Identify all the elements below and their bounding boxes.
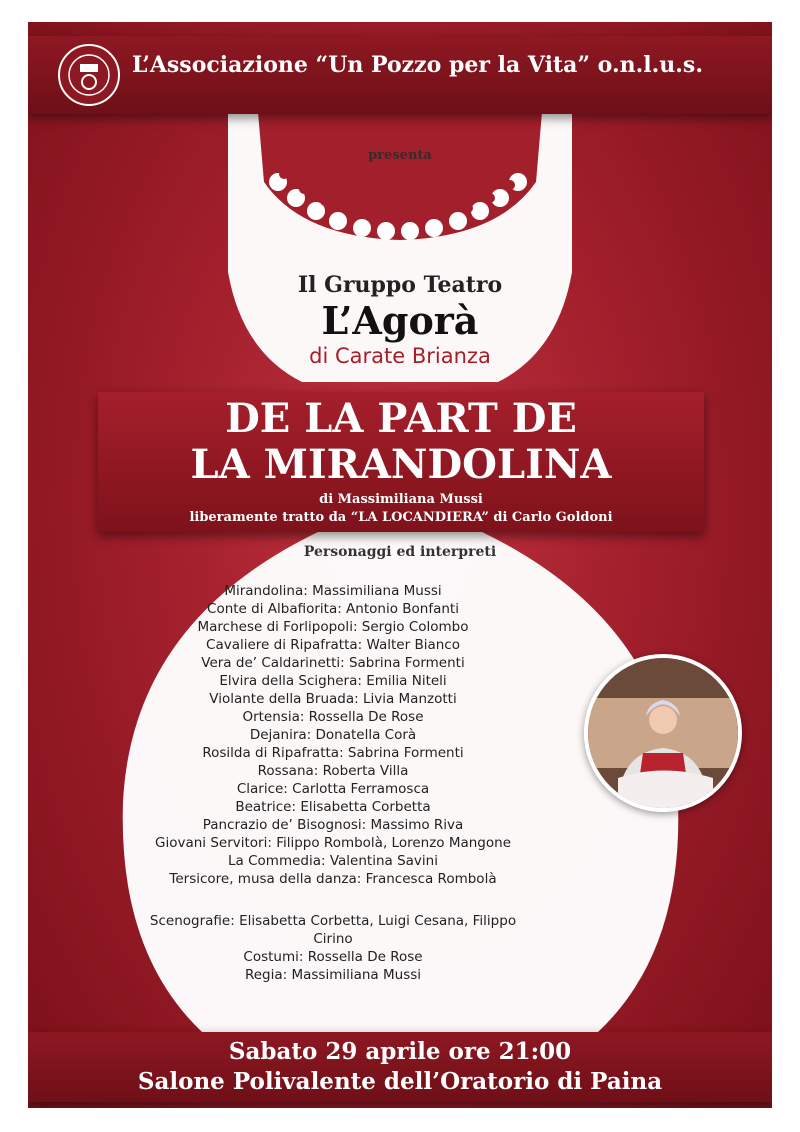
cast-item: Elvira della Scighera: Emilia Niteli xyxy=(219,673,447,689)
event-venue: Salone Polivalente dell’Oratorio di Paina xyxy=(137,1068,663,1095)
cast-item: Clarice: Carlotta Ferramosca xyxy=(236,781,430,797)
cast-item: Marchese di Forlipopoli: Sergio Colombo xyxy=(197,619,469,635)
group-label: Il Gruppo Teatro xyxy=(297,272,503,298)
credit-item: Scenografie: Elisabetta Corbetta, Luigi Cesana, Filippo Cirino xyxy=(149,913,517,947)
group-name: L’Agorà xyxy=(321,298,479,343)
cast-heading: Personaggi ed interpreti xyxy=(303,544,497,560)
credit-item: Regia: Massimiliana Mussi xyxy=(244,967,422,983)
cast-item: Vera de’ Caldarinetti: Sabrina Formenti xyxy=(201,655,465,671)
play-title-line2: LA MIRANDOLINA xyxy=(190,441,612,488)
cast-item: Violante della Bruada: Livia Manzotti xyxy=(209,691,457,707)
play-source: liberamente tratto da “LA LOCANDIERA” di Carlo Goldoni xyxy=(189,510,613,525)
cast-item: Dejanira: Donatella Corà xyxy=(249,727,417,743)
play-author: di Massimiliana Mussi xyxy=(319,492,483,507)
cast-item: Mirandolina: Massimiliana Mussi xyxy=(224,583,442,599)
association-logo xyxy=(58,44,120,106)
association-name: L’Associazione “Un Pozzo per la Vita” o.n.l.u.s. xyxy=(132,52,703,78)
cast-item: Cavaliere di Ripafratta: Walter Bianco xyxy=(206,637,460,653)
cast-item: Pancrazio de’ Bisognosi: Massimo Riva xyxy=(202,817,464,833)
cast-item: Tersicore, musa della danza: Francesca Rombolà xyxy=(169,871,497,887)
cast-item: Rosilda di Ripafratta: Sabrina Formenti xyxy=(202,745,464,761)
cast-item: Ortensia: Rossella De Rose xyxy=(242,709,424,725)
credit-item: Costumi: Rossella De Rose xyxy=(243,949,423,965)
group-city: di Carate Brianza xyxy=(309,344,491,368)
cast-list xyxy=(138,582,528,888)
play-title-line1: DE LA PART DE xyxy=(225,395,577,442)
play-title xyxy=(98,396,704,488)
actress-photo xyxy=(584,654,742,812)
cast-item: Beatrice: Elisabetta Corbetta xyxy=(235,799,431,815)
cast-item: Conte di Albafiorita: Antonio Bonfanti xyxy=(207,601,459,617)
cast-item: Rossana: Roberta Villa xyxy=(257,763,409,779)
cast-item: Giovani Servitori: Filippo Rombolà, Lorenzo Mangone xyxy=(155,835,511,851)
presents-text: presenta xyxy=(368,148,432,163)
event-date: Sabato 29 aprile ore 21:00 xyxy=(228,1038,572,1065)
poster xyxy=(28,22,772,1108)
credits-list xyxy=(138,912,528,984)
cast-item: La Commedia: Valentina Savini xyxy=(228,853,438,869)
